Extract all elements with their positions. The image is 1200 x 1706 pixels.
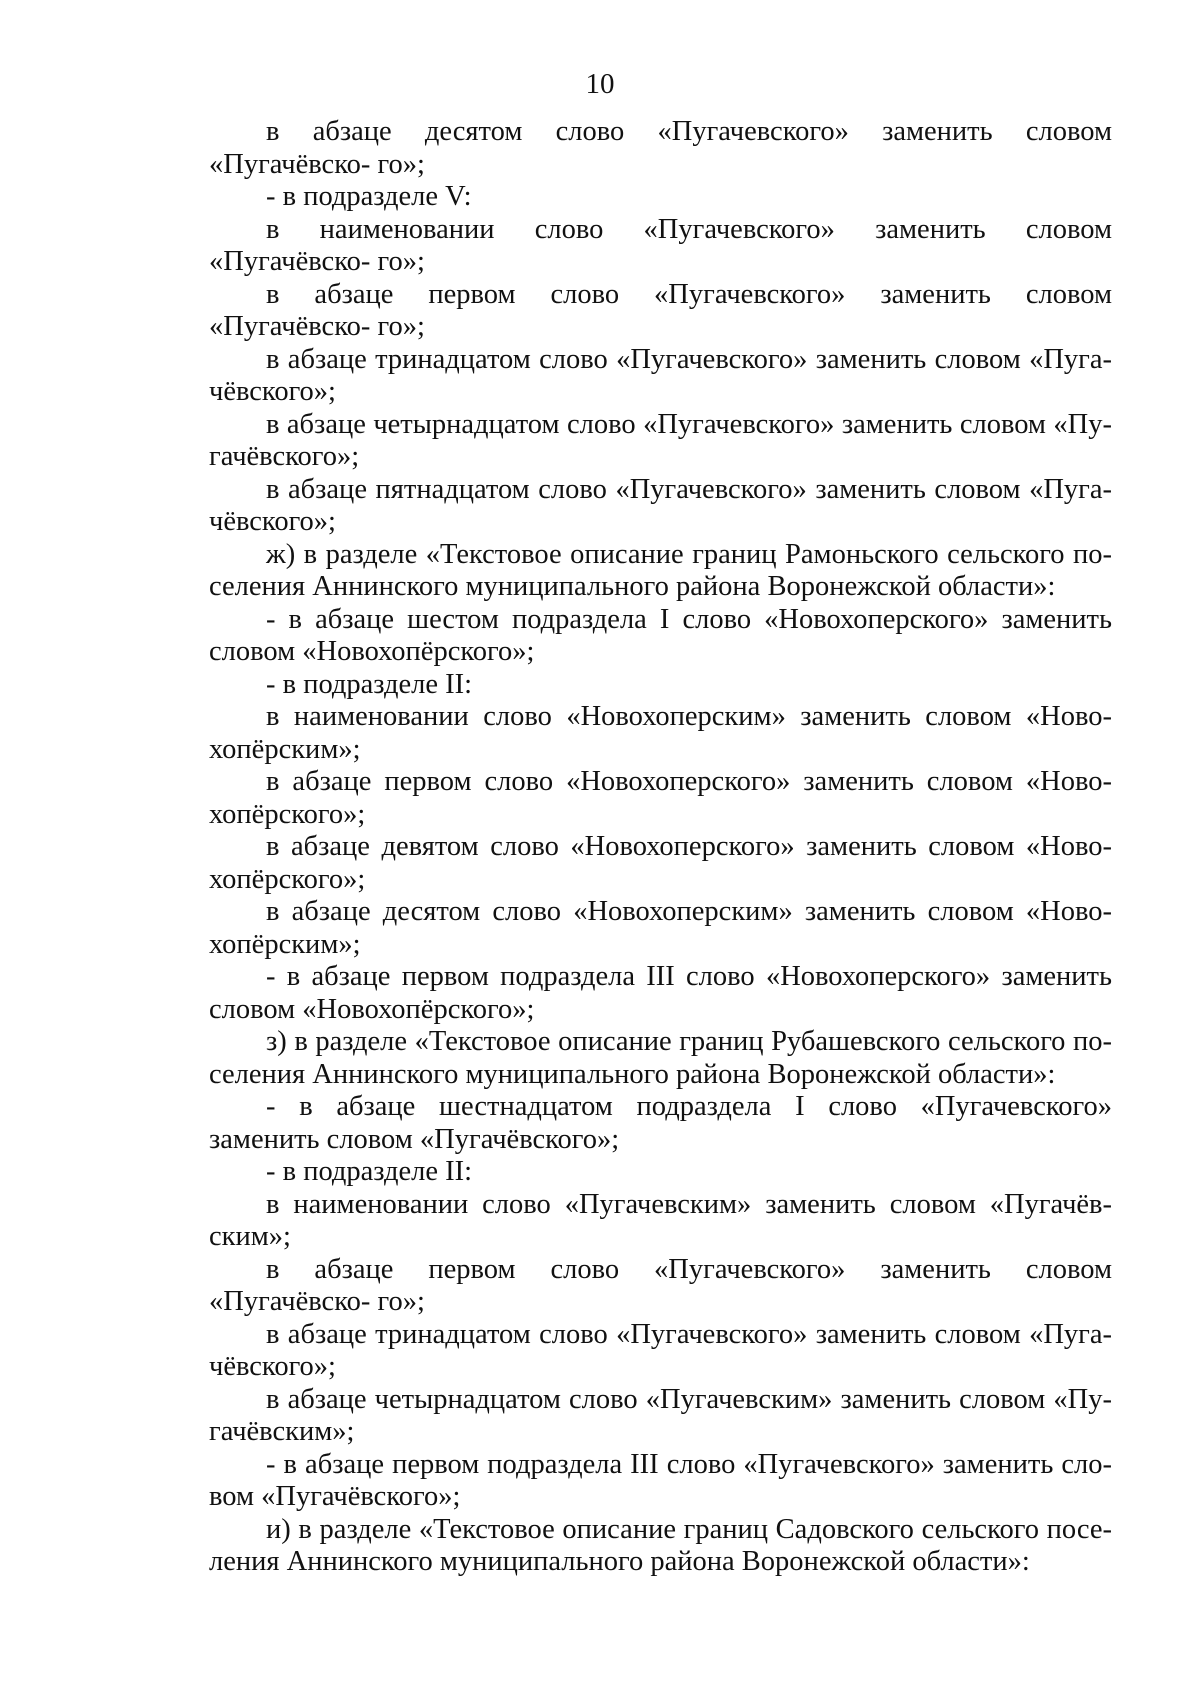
paragraph: в наименовании слово «Новохоперским» заменить словом «Ново- хопёрским»; (209, 701, 1112, 765)
paragraph: и) в разделе «Текстовое описание границ Садовского сельского посе- ления Аннинского муниципального района Воронежской области»: (209, 1513, 1112, 1577)
paragraph: - в абзаце шестом подраздела I слово «Новохоперского» заменить словом «Новохопёрского»; (209, 603, 1112, 667)
paragraph: - в подразделе V: (266, 181, 472, 212)
page-number: 10 (585, 68, 615, 100)
paragraph: в наименовании слово «Пугачевским» заменить словом «Пугачёв- ским»; (209, 1188, 1112, 1252)
document-body (209, 116, 1112, 1579)
paragraph: ж) в разделе «Текстовое описание границ Рамоньского сельского по- селения Аннинского муниципального района Воронежской области»: (209, 538, 1112, 602)
paragraph: - в подразделе II: (266, 1156, 473, 1187)
paragraph: в абзаце десятом слово «Новохоперским» заменить словом «Ново- хопёрским»; (209, 896, 1112, 960)
paragraph: - в абзаце первом подраздела III слово «Новохоперского» заменить словом «Новохопёрского»; (209, 961, 1112, 1025)
paragraph: в абзаце пятнадцатом слово «Пугачевского» заменить словом «Пуга- чёвского»; (209, 473, 1112, 537)
paragraph: - в абзаце первом подраздела III слово «Пугачевского» заменить сло- вом «Пугачёвского»; (209, 1448, 1112, 1512)
paragraph: в абзаце первом слово «Пугачевского» заменить словом «Пугачёвско- го»; (209, 278, 1112, 342)
paragraph: в абзаце четырнадцатом слово «Пугачевского» заменить словом «Пу- гачёвского»; (209, 408, 1112, 472)
paragraph: в абзаце десятом слово «Пугачевского» заменить словом «Пугачёвско- го»; (209, 116, 1112, 180)
paragraph: в абзаце девятом слово «Новохоперского» заменить словом «Ново- хопёрского»; (209, 831, 1112, 895)
paragraph: в наименовании слово «Пугачевского» заменить словом «Пугачёвско- го»; (209, 213, 1112, 277)
paragraph: - в подразделе II: (266, 668, 473, 700)
paragraph: в абзаце первом слово «Пугачевского» заменить словом «Пугачёвско- го»; (209, 1253, 1112, 1317)
paragraph: в абзаце тринадцатом слово «Пугачевского» заменить словом «Пуга- чёвского»; (209, 1318, 1112, 1382)
paragraph: в абзаце первом слово «Новохоперского» заменить словом «Ново- хопёрского»; (209, 766, 1112, 830)
paragraph: з) в разделе «Текстовое описание границ Рубашевского сельского по- селения Аннинского муниципального района Воронежской области»: (209, 1026, 1112, 1090)
paragraph: в абзаце тринадцатом слово «Пугачевского» заменить словом «Пуга- чёвского»; (209, 343, 1112, 407)
paragraph: - в абзаце шестнадцатом подраздела I слово «Пугачевского» заменить словом «Пугачёвского»; (209, 1091, 1112, 1155)
paragraph: в абзаце четырнадцатом слово «Пугачевским» заменить словом «Пу- гачёвским»; (209, 1383, 1112, 1447)
